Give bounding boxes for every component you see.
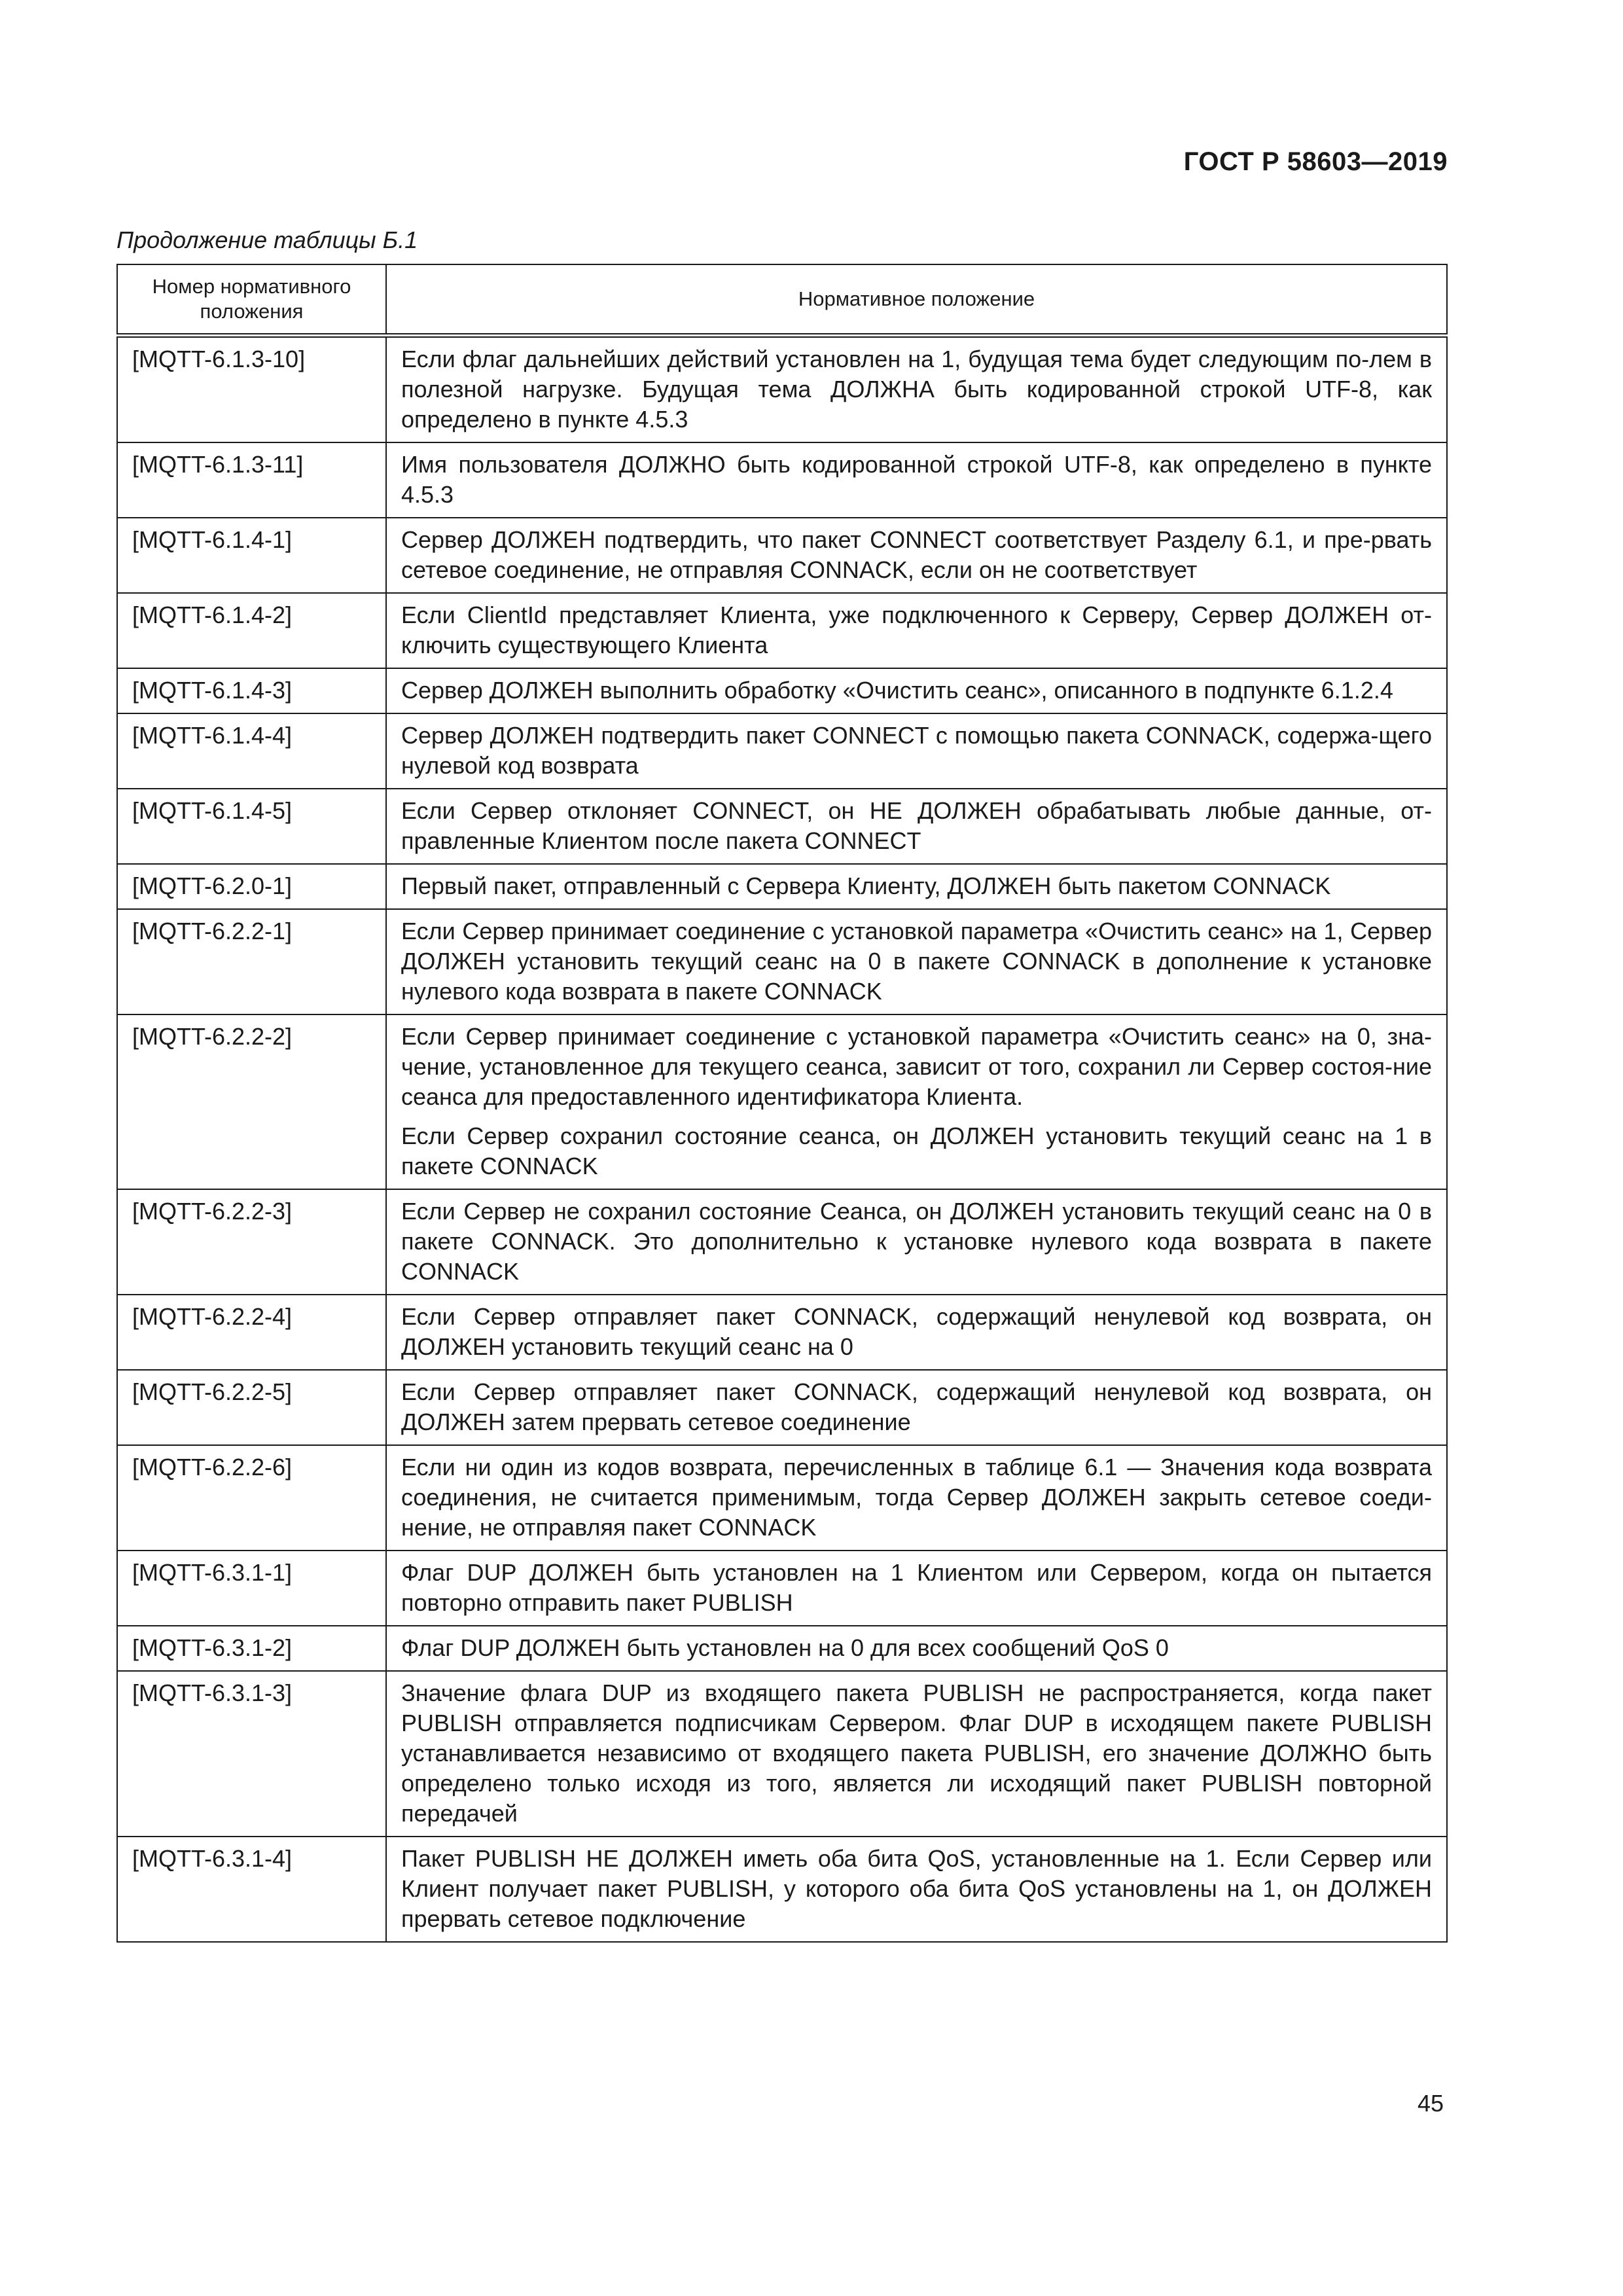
provision-id: [MQTT-6.2.2-6] — [117, 1445, 386, 1551]
provision-id: [MQTT-6.1.4-1] — [117, 518, 386, 593]
provision-id: [MQTT-6.2.2-3] — [117, 1189, 386, 1295]
provision-text — [386, 1671, 1447, 1837]
provision-paragraph: Сервер ДОЛЖЕН подтвердить, что пакет CONNECT соответствует Разделу 6.1, и пре-рвать сетевое соединение, не отправляя CONNACK, если он не соответствует — [401, 526, 1432, 583]
table-row — [117, 1626, 1447, 1671]
provision-text — [386, 1837, 1447, 1942]
table-row — [117, 336, 1447, 443]
provision-paragraph: Сервер ДОЛЖЕН подтвердить пакет CONNECT с помощью пакета CONNACK, содержа-щего нулевой код возврата — [401, 722, 1432, 779]
table-row — [117, 1551, 1447, 1626]
normative-table — [116, 264, 1448, 1943]
provision-id: [MQTT-6.2.2-4] — [117, 1295, 386, 1370]
table-row — [117, 789, 1447, 864]
provision-paragraph: Флаг DUP ДОЛЖЕН быть установлен на 1 Клиентом или Сервером, когда он пытается повторно отправить пакет PUBLISH — [401, 1559, 1432, 1616]
provision-id: [MQTT-6.1.4-2] — [117, 593, 386, 668]
provision-paragraph: Если Сервер не сохранил состояние Сеанса, он ДОЛЖЕН установить текущий сеанс на 0 в пакете CONNACK. Это дополнительно к установке нулевого кода возврата в пакете CONNACK — [401, 1198, 1432, 1285]
table-row — [117, 909, 1447, 1014]
provision-text — [386, 1295, 1447, 1370]
provision-id: [MQTT-6.1.3-11] — [117, 442, 386, 518]
provision-paragraph: Если Сервер принимает соединение с установкой параметра «Очистить сеанс» на 1, Сервер ДОЛЖЕН установить текущий сеанс на 0 в пакете CONNACK в дополнение к установке нулевого кода возврата в пакете CONNACK — [401, 918, 1432, 1005]
provision-text — [386, 713, 1447, 789]
provision-paragraph: Если Сервер отправляет пакет CONNACK, содержащий ненулевой код возврата, он ДОЛЖЕН затем прервать сетевое соединение — [401, 1378, 1432, 1435]
page-number: 45 — [1417, 2090, 1444, 2117]
column-header-provision: Нормативное положение — [386, 264, 1447, 336]
table-row — [117, 442, 1447, 518]
provision-id: [MQTT-6.1.4-3] — [117, 668, 386, 713]
provision-id: [MQTT-6.2.2-2] — [117, 1014, 386, 1189]
provision-paragraph: Если ClientId представляет Клиента, уже подключенного к Серверу, Сервер ДОЛЖЕН от-ключить существующего Клиента — [401, 601, 1432, 658]
standard-designation: ГОСТ Р 58603—2019 — [1183, 147, 1448, 176]
provision-text — [386, 789, 1447, 864]
provision-id: [MQTT-6.1.3-10] — [117, 336, 386, 443]
provision-paragraph: Если Сервер сохранил состояние сеанса, он ДОЛЖЕН установить текущий сеанс на 1 в пакете CONNACK — [401, 1122, 1432, 1179]
provision-text — [386, 909, 1447, 1014]
provision-text — [386, 593, 1447, 668]
provision-paragraph: Значение флага DUP из входящего пакета PUBLISH не распространяется, когда пакет PUBLISH отправляется подписчикам Сервером. Флаг DUP в исходящем пакете PUBLISH устанавливается независимо от входящего пакета PUBLISH, его значение ДОЛЖНО быть определено только исходя из того, является ли исходящий пакет PUBLISH повторной передачей — [401, 1679, 1432, 1827]
provision-paragraph: Флаг DUP ДОЛЖЕН быть установлен на 0 для всех сообщений QoS 0 — [401, 1634, 1169, 1661]
table-row — [117, 668, 1447, 713]
provision-paragraph: Первый пакет, отправленный с Сервера Клиенту, ДОЛЖЕН быть пакетом CONNACK — [401, 872, 1331, 899]
table-row — [117, 1014, 1447, 1189]
provision-paragraph: Если Сервер отправляет пакет CONNACK, содержащий ненулевой код возврата, он ДОЛЖЕН установить текущий сеанс на 0 — [401, 1303, 1432, 1360]
provision-id: [MQTT-6.1.4-5] — [117, 789, 386, 864]
provision-paragraph: Если ни один из кодов возврата, перечисленных в таблице 6.1 — Значения кода возврата соединения, не считается применимым, тогда Сервер ДОЛЖЕН закрыть сетевое соеди-нение, не отправляя пакет CONNACK — [401, 1454, 1432, 1541]
provision-id: [MQTT-6.2.0-1] — [117, 864, 386, 909]
provision-text — [386, 1014, 1447, 1189]
provision-id: [MQTT-6.3.1-2] — [117, 1626, 386, 1671]
provision-text — [386, 442, 1447, 518]
provision-paragraph: Пакет PUBLISH НЕ ДОЛЖЕН иметь оба бита QoS, установленные на 1. Если Сервер или Клиент получает пакет PUBLISH, у которого оба бита QoS установлены на 1, он ДОЛЖЕН прервать сетевое подключение — [401, 1845, 1432, 1932]
table-caption: Продолжение таблицы Б.1 — [116, 226, 418, 253]
provision-paragraph: Имя пользователя ДОЛЖНО быть кодированной строкой UTF-8, как определено в пункте 4.5.3 — [401, 451, 1432, 508]
provision-paragraph: Если флаг дальнейших действий установлен на 1, будущая тема будет следующим по-лем в полезной нагрузке. Будущая тема ДОЛЖНА быть кодированной строкой UTF-8, как определено в пункте 4.5.3 — [401, 346, 1432, 433]
provision-paragraph: Если Сервер принимает соединение с установкой параметра «Очистить сеанс» на 0, зна-чение, установленное для текущего сеанса, зависит от того, сохранил ли Сервер состоя-ние сеанса для предоставленного идентификатора Клиента. — [401, 1023, 1432, 1110]
table-header-row — [117, 264, 1447, 336]
provision-id: [MQTT-6.3.1-4] — [117, 1837, 386, 1942]
table-row — [117, 1671, 1447, 1837]
provision-id: [MQTT-6.3.1-1] — [117, 1551, 386, 1626]
provision-text — [386, 336, 1447, 443]
table-row — [117, 593, 1447, 668]
provision-paragraph: Сервер ДОЛЖЕН выполнить обработку «Очистить сеанс», описанного в подпункте 6.1.2.4 — [401, 677, 1393, 704]
provision-id: [MQTT-6.2.2-1] — [117, 909, 386, 1014]
table-row — [117, 713, 1447, 789]
provision-text — [386, 1189, 1447, 1295]
table-row — [117, 864, 1447, 909]
table-row — [117, 1370, 1447, 1445]
provision-id: [MQTT-6.3.1-3] — [117, 1671, 386, 1837]
table-row — [117, 1837, 1447, 1942]
provision-text — [386, 668, 1447, 713]
table-row — [117, 1295, 1447, 1370]
provision-text — [386, 1551, 1447, 1626]
column-header-number: Номер нормативного положения — [117, 264, 386, 336]
table-row — [117, 1189, 1447, 1295]
table-row — [117, 518, 1447, 593]
provision-text — [386, 1626, 1447, 1671]
provision-text — [386, 1445, 1447, 1551]
provision-paragraph: Если Сервер отклоняет CONNECT, он НЕ ДОЛЖЕН обрабатывать любые данные, от-правленные Клиентом после пакета CONNECT — [401, 797, 1432, 854]
table-row — [117, 1445, 1447, 1551]
provision-id: [MQTT-6.2.2-5] — [117, 1370, 386, 1445]
provision-id: [MQTT-6.1.4-4] — [117, 713, 386, 789]
provision-text — [386, 1370, 1447, 1445]
provision-text — [386, 864, 1447, 909]
provision-text — [386, 518, 1447, 593]
